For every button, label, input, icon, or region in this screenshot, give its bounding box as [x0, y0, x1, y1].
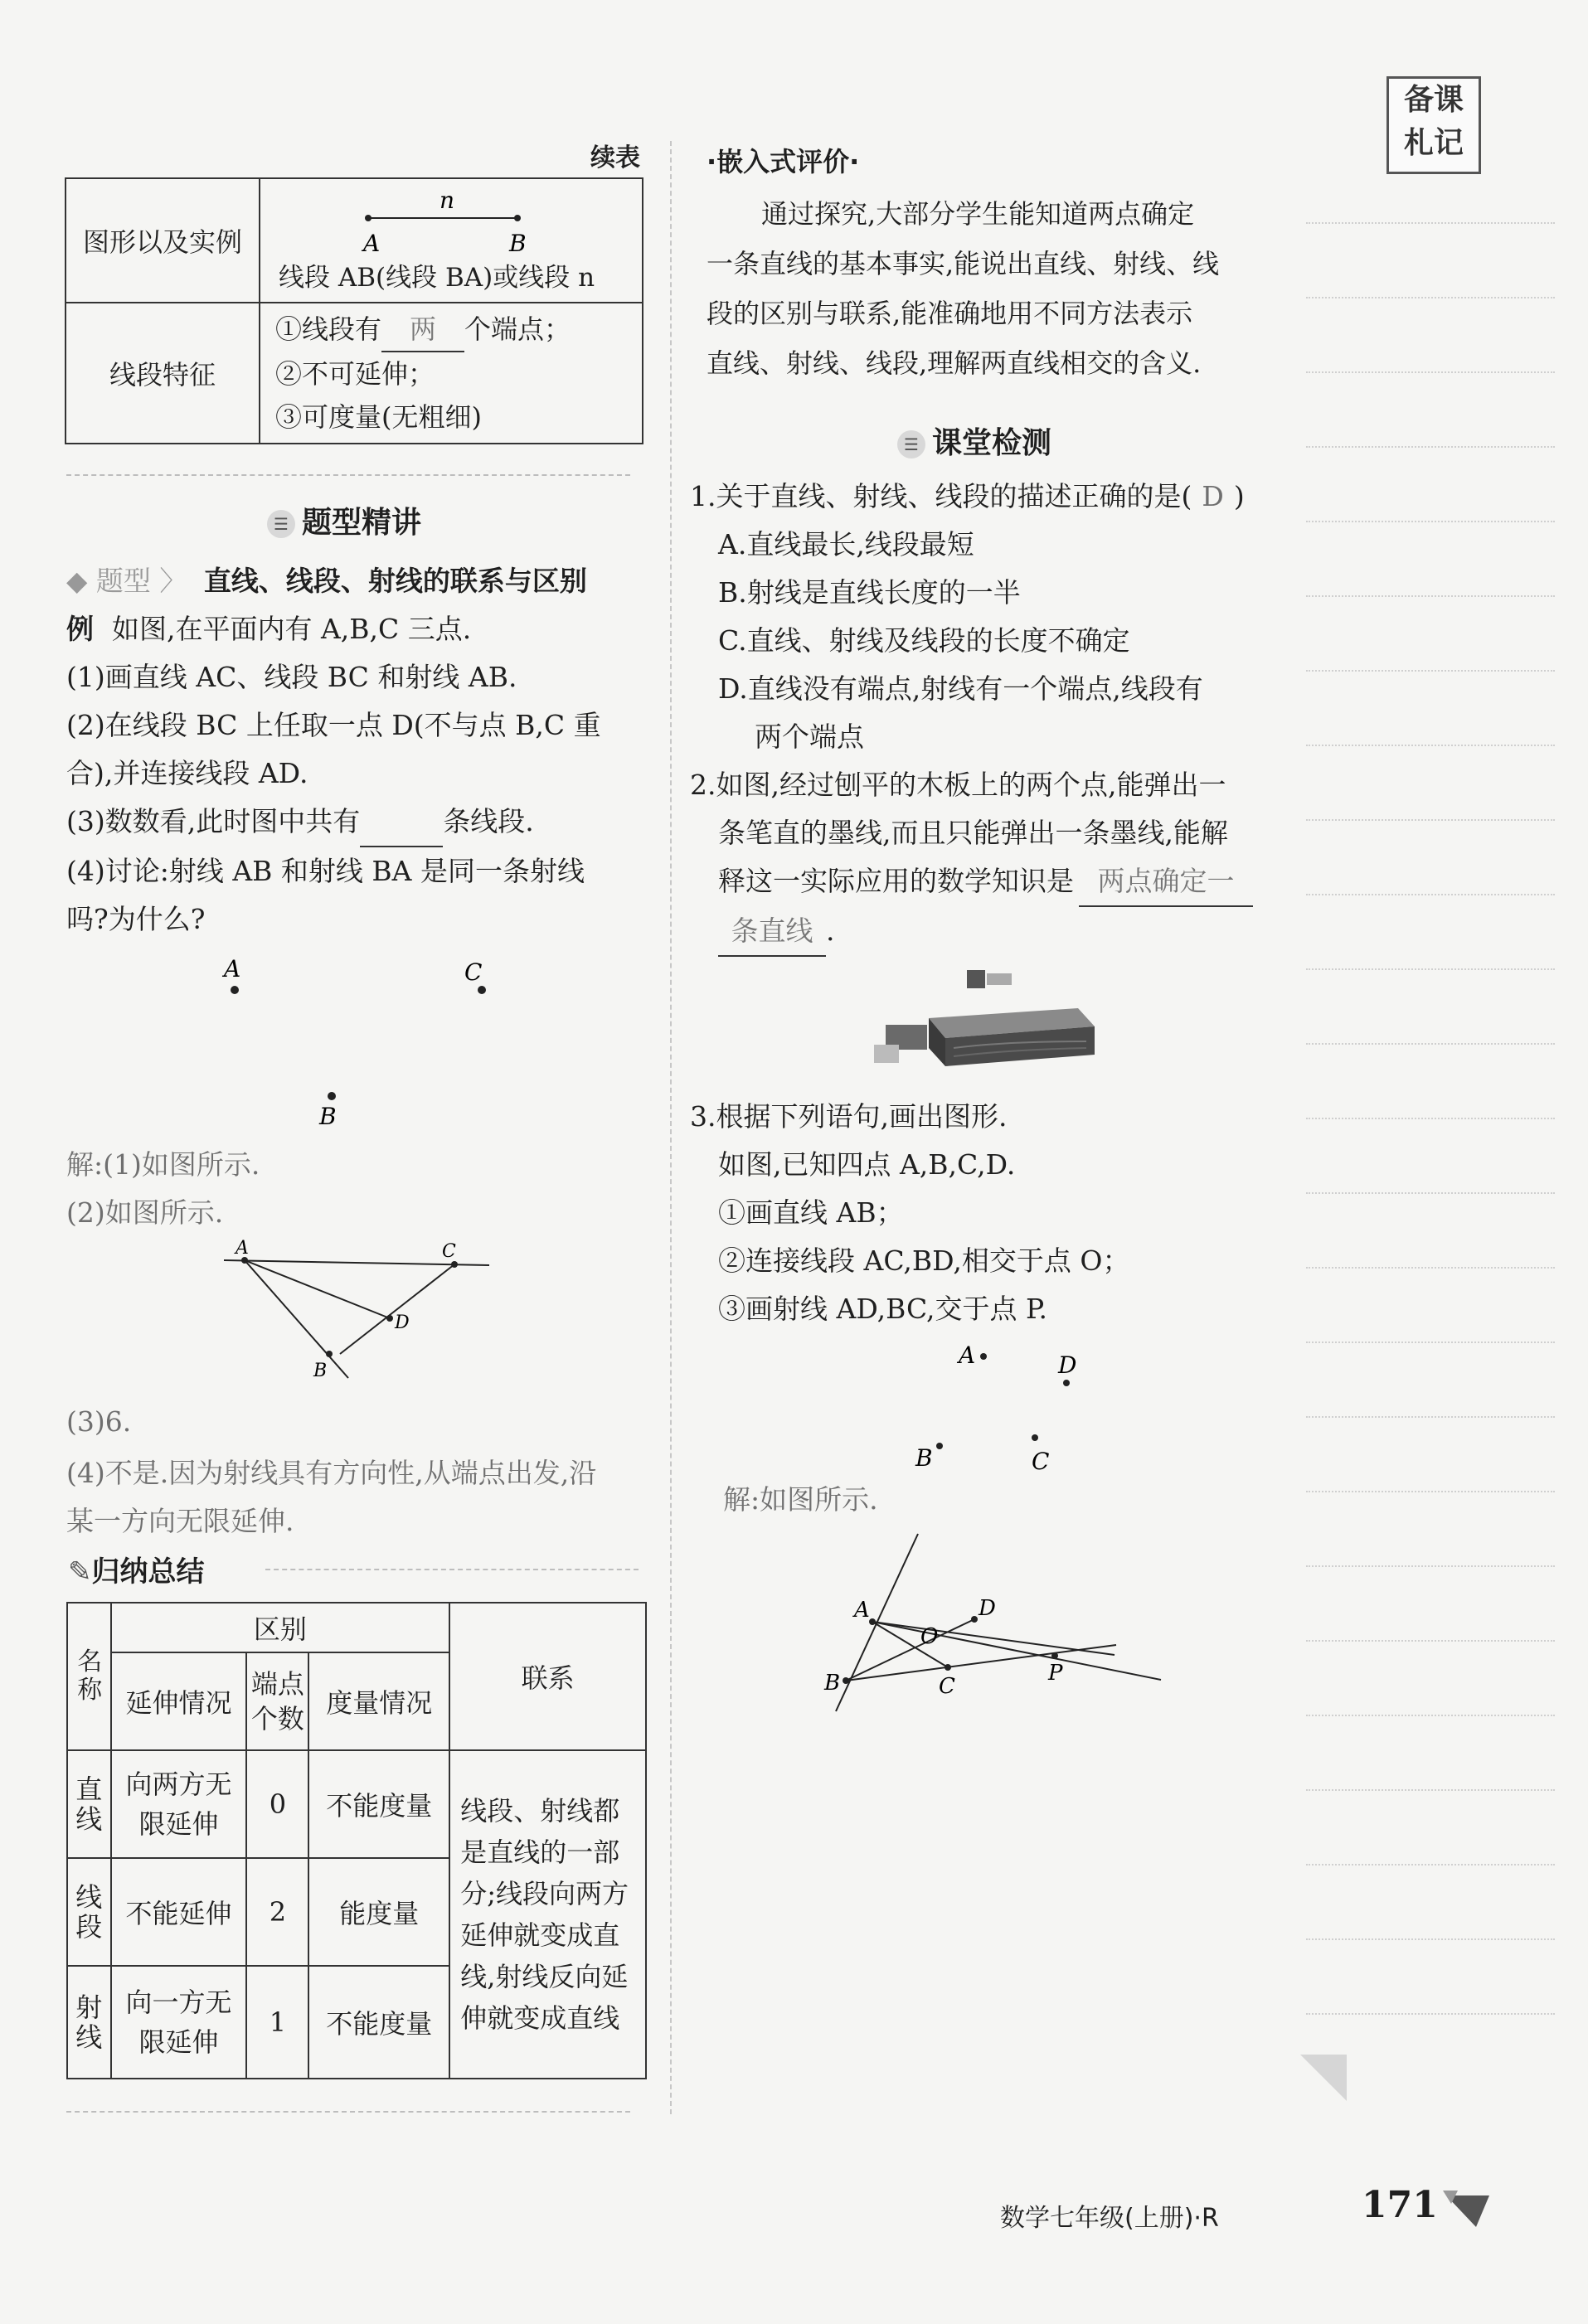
q1-answer: D [1202, 480, 1224, 512]
example-q4a: (4)讨论:射线 AB 和射线 BA 是同一条射线 [66, 855, 585, 887]
row-extension: 不能延伸 [111, 1858, 247, 1966]
row-endpoints: 1 [246, 1966, 308, 2079]
feature-2: ②不可延伸； [275, 358, 435, 390]
row-name: 射线 [67, 1966, 111, 2079]
stamp-line2: 札记 [1403, 126, 1464, 160]
svg-text:P: P [1048, 1661, 1063, 1686]
woodboard-image [862, 962, 1103, 1070]
q3-step1: ①画直线 AB； [718, 1196, 904, 1229]
continued-label: 续表 [590, 143, 640, 172]
svg-text:A: A [236, 1238, 249, 1259]
fig-label-A: A [363, 230, 381, 257]
feature-3: ③可度量(无粗细) [275, 401, 482, 433]
q1-option-C: C.直线、射线及线段的长度不确定 [718, 624, 1130, 657]
q1-stem: 1.关于直线、射线、线段的描述正确的是( D ) [690, 480, 1245, 512]
point-A-label: A [224, 955, 241, 982]
corner-decoration [1300, 2055, 1350, 2104]
segment-figure [277, 185, 642, 260]
solution-3: (3)6. [66, 1405, 132, 1438]
row-extension: 向两方无限延伸 [111, 1750, 247, 1858]
q3-line1: 3.根据下列语句,画出图形. [690, 1100, 1008, 1133]
q2-line1: 2.如图,经过刨平的木板上的两个点,能弹出一 [690, 769, 1226, 801]
eval-text [707, 189, 1270, 388]
row-name: 直线 [67, 1750, 111, 1858]
svg-text:D: D [395, 1312, 410, 1333]
pencil-icon: ✎ [68, 1555, 92, 1589]
example-q3: (3)数数看,此时图中共有 条线段. [66, 798, 663, 847]
type-title: 直线、线段、射线的联系与区别 [203, 565, 587, 597]
header-relation: 联系 [449, 1603, 646, 1750]
svg-text:O: O [920, 1624, 939, 1649]
fig-label-B: B [509, 230, 527, 257]
q3-line2: 如图,已知四点 A,B,C,D. [718, 1148, 1016, 1181]
row-measure: 不能度量 [308, 1750, 449, 1858]
q2-line3: 释这一实际应用的数学知识是 两点确定一 [690, 857, 1295, 907]
q1-option-A: A.直线最长,线段最短 [718, 528, 974, 560]
segment-table [65, 177, 643, 444]
section-icon: ☰ [267, 510, 295, 538]
header-name: 名称 [67, 1603, 111, 1750]
svg-text:B: B [915, 1444, 933, 1472]
example-q2b: 合),并连接线段 AD. [66, 757, 308, 789]
row-measure: 不能度量 [308, 1966, 449, 2079]
figure-caption: 线段 AB(线段 BA)或线段 n [279, 263, 595, 293]
solution-1: 解:(1)如图所示. [66, 1148, 260, 1181]
row-endpoints: 0 [246, 1750, 308, 1858]
svg-text:D: D [979, 1596, 996, 1621]
svg-text:A: A [959, 1342, 976, 1369]
eval-line: 直线、射线、线段,理解两直线相交的含义. [707, 347, 1202, 379]
example-label: 例 [66, 613, 94, 645]
summary-table [66, 1602, 647, 2079]
eval-line: 段的区别与联系,能准确地用不同方法表示 [707, 298, 1193, 329]
types-section-title: ☰ 题型精讲 [267, 499, 421, 541]
example-q4b: 吗?为什么? [66, 903, 206, 935]
eval-line: 一条直线的基本事实,能说出直线、射线、线 [707, 248, 1220, 279]
q3-solution-label: 解:如图所示. [723, 1483, 878, 1516]
q1-option-D-cont: 两个端点 [755, 720, 864, 753]
svg-text:B: B [313, 1361, 328, 1381]
svg-text:A: A [854, 1598, 870, 1623]
feature-1-answer: 两 [381, 308, 464, 352]
relation-cell: 线段、射线都是直线的一部分;线段向两方延伸就变成直线,射线反向延伸就变成直线 [449, 1750, 646, 2079]
point-C-label: C [464, 958, 483, 986]
question-1 [690, 473, 1287, 761]
svg-text:C: C [442, 1241, 456, 1262]
row-measure: 能度量 [308, 1858, 449, 1966]
footer-book-title: 数学七年级(上册)·R [1000, 2204, 1219, 2233]
svg-text:B: B [824, 1671, 841, 1696]
page-number: 171 [1362, 2184, 1438, 2226]
header-diff: 区别 [111, 1603, 450, 1652]
type-tag: ◆ 题型 〉 [66, 565, 187, 597]
footer-arrow-icon [1443, 2187, 1493, 2230]
feature-1: ①线段有 两 个端点； [275, 308, 642, 352]
example-block [66, 605, 663, 944]
solution-figure [216, 1235, 498, 1385]
eval-line: 通过探究,大部分学生能知道两点确定 [761, 198, 1195, 230]
column-divider [670, 141, 672, 2114]
q2-line2: 条笔直的墨线,而且只能弹出一条墨线,能解 [718, 817, 1228, 849]
example-q2a: (2)在线段 BC 上任取一点 D(不与点 B,C 重 [66, 709, 601, 741]
header-endpoints: 端点个数 [246, 1652, 308, 1750]
header-measure: 度量情况 [308, 1652, 449, 1750]
solution-4b: 某一方向无限延伸. [66, 1505, 294, 1537]
section-icon: ☰ [897, 430, 925, 458]
example-intro: 如图,在平面内有 A,B,C 三点. [112, 613, 472, 645]
q3-points-figure [896, 1327, 1095, 1476]
row-label-features: 线段特征 [66, 303, 260, 444]
question-3 [690, 1093, 1287, 1333]
q2-line4: 条直线 . [690, 907, 1295, 957]
header-extension: 延伸情况 [111, 1652, 247, 1750]
test-section-title: ☰ 课堂检测 [897, 420, 1051, 462]
figure-cell [260, 178, 643, 303]
q2-answer-2: 条直线 [718, 907, 826, 957]
stamp-line1: 备课 [1403, 83, 1464, 117]
type-heading [66, 557, 663, 605]
fig-label-n: n [439, 187, 455, 214]
q2-answer-1: 两点确定一 [1079, 857, 1253, 907]
row-name: 线段 [67, 1858, 111, 1966]
features-cell [260, 303, 643, 444]
question-2 [690, 761, 1295, 957]
q3-solution-figure [813, 1522, 1178, 1721]
divider [66, 474, 630, 476]
notes-stamp [1386, 76, 1481, 174]
point-B-label: B [319, 1103, 337, 1130]
q3-step2: ②连接线段 AC,BD,相交于点 O； [718, 1244, 1130, 1277]
svg-text:C: C [939, 1674, 955, 1699]
row-endpoints: 2 [246, 1858, 308, 1966]
svg-text:D: D [1058, 1351, 1077, 1379]
row-label-figure: 图形以及实例 [66, 178, 260, 303]
divider [66, 2111, 630, 2113]
q1-option-D: D.直线没有端点,射线有一个端点,线段有 [718, 672, 1203, 705]
q1-option-B: B.射线是直线长度的一半 [718, 576, 1021, 609]
solution-4a: (4)不是.因为射线具有方向性,从端点出发,沿 [66, 1457, 597, 1489]
summary-title: ✎归纳总结 [68, 1555, 205, 1589]
divider [265, 1569, 639, 1570]
solution-2: (2)如图所示. [66, 1196, 224, 1229]
row-extension: 向一方无限延伸 [111, 1966, 247, 2079]
svg-text:C: C [1032, 1448, 1050, 1475]
example-points-figure [166, 945, 547, 1136]
eval-title: ·嵌入式评价· [707, 146, 860, 177]
example-q1: (1)画直线 AC、线段 BC 和射线 AB. [66, 661, 517, 693]
q3-step3: ③画射线 AD,BC,交于点 P. [718, 1293, 1048, 1325]
